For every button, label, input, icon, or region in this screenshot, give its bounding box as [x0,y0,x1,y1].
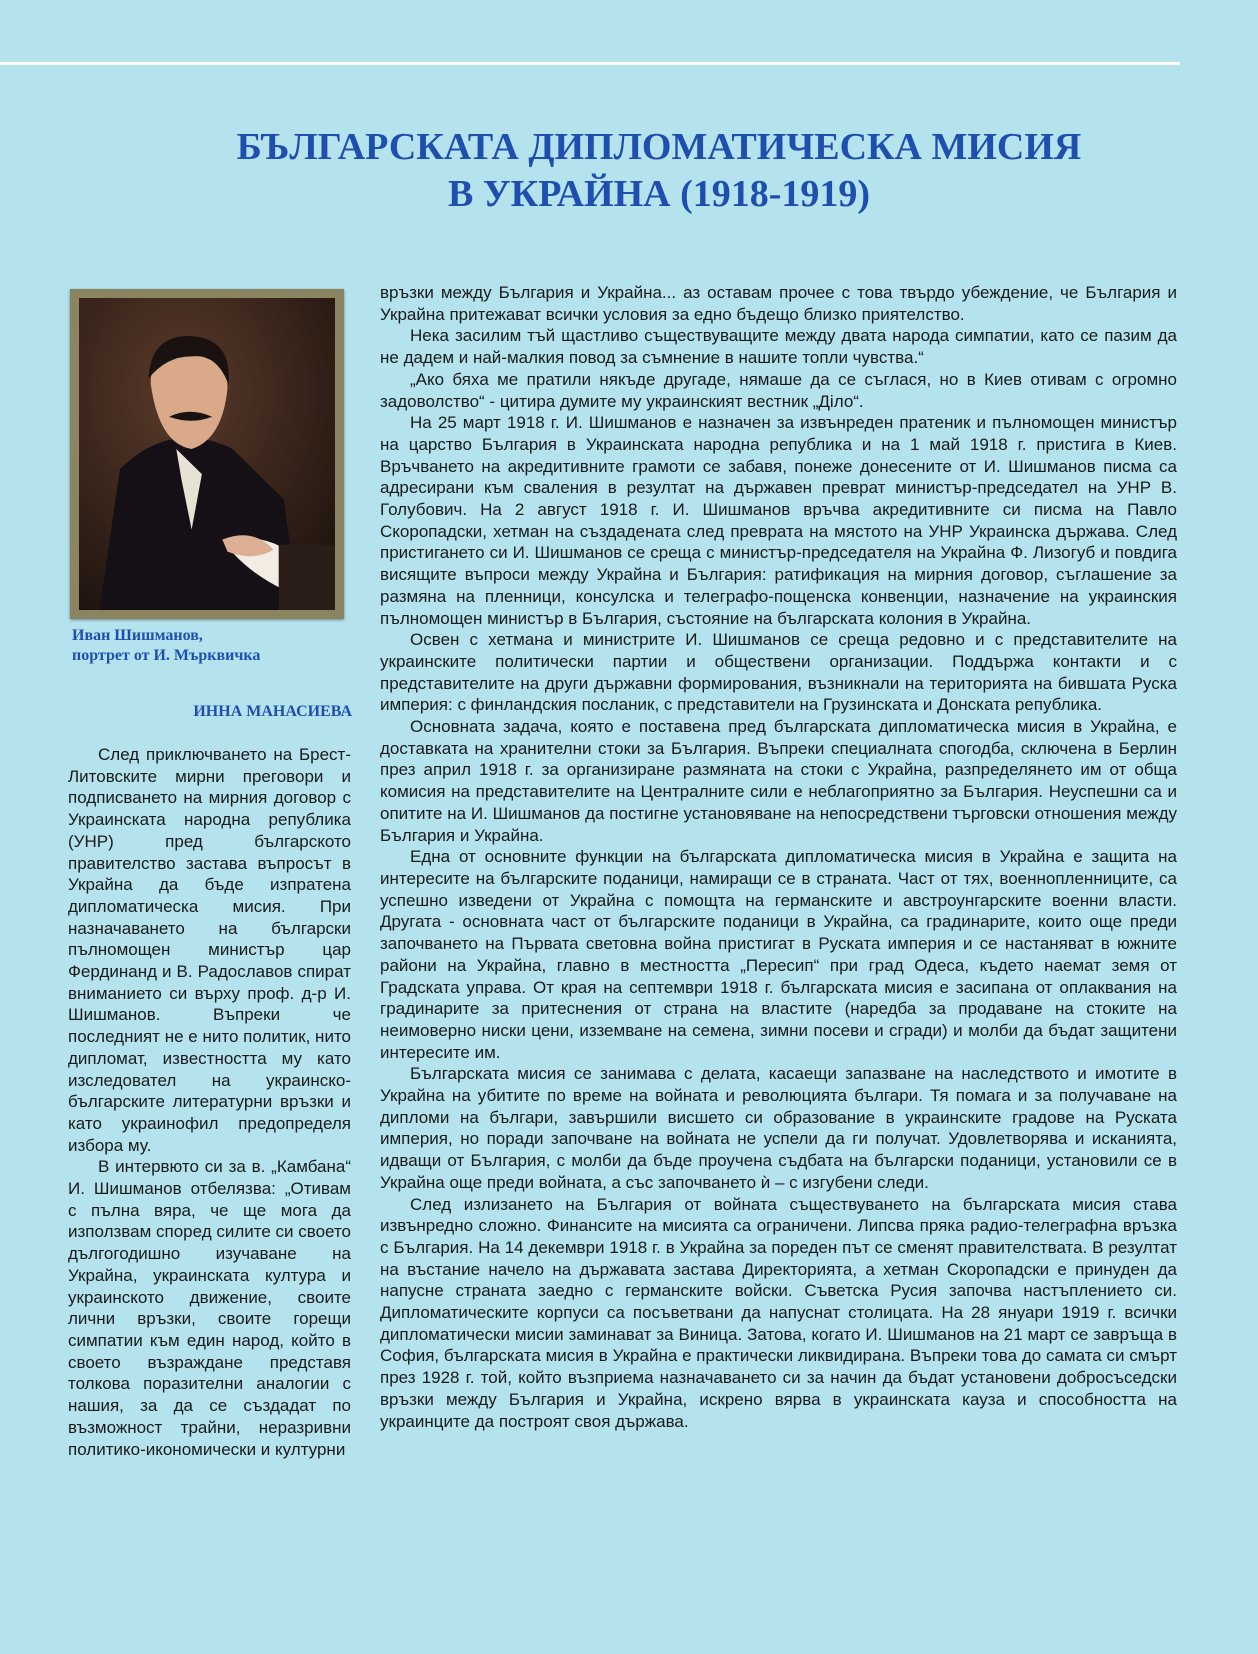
top-rule [0,62,1180,65]
paragraph: „Ако бяха ме пратили някъде другаде, нямаше да се съглася, но в Киев отивам с огромно задоволство“ - цитира думите му украинският вестник „Діло“. [380,369,1177,411]
caption-line-2: портрет от И. Мърквичка [72,647,261,664]
caption-line-1: Иван Шишманов, [72,627,203,644]
paragraph: Българската мисия се занимава с делата, касаещи запазване на наследството и имотите в Украйна на убитите по време на войната и революцията българи. Тя помага и за получаване на дипломи на българи, завършили висшето си образование в украинските градове на Руската империя, но поради започване на войната не успели да ги получат. Удовлетворява и исканията, идващи от България, с молби да бъде проучена съдбата на български поданици, установили се в Украйна още преди войната, а със започването ѝ – с изгубени следи. [380,1064,1177,1192]
portrait-painting [79,298,335,610]
paragraph: Освен с хетмана и министрите И. Шишманов се среща редовно и с представителите на украинските политически партии и обществени организации. Поддържа контакти и с представителите на други държавни формирования, възникнали на територията на бившата Руска империя: с финландския посланик, с представители на Грузинската и Донската република. [380,630,1177,715]
title-line-2: В УКРАЙНА (1918-1919) [447,173,871,215]
paragraph: Нека засилим тъй щастливо съществуващите между двата народа симпатии, като се пазим да не дадем и най-малкия повод за съмнение в нашите топли чувства.“ [380,326,1177,368]
portrait-image [70,289,344,619]
paragraph: Основната задача, която е поставена пред българската дипломатическа мисия в Украйна, е доставката на хранителни стоки за България. Въпреки специалната спогодба, сключена в Берлин през април 1918 г. за организиране размяната на стоки с Украйна, разпределянето им от обща комисия на представителите на Централните сили е неблагоприятно за България. Неуспешни са и опитите на И. Шишманов да постигне установяване на непосредствени търговски отношения между България и Украйна. [380,717,1177,845]
paragraph: На 25 март 1918 г. И. Шишманов е назначен за извънреден пратеник и пълномощен министър на царство България в Украинската народна република и на 1 май 1918 г. пристига в Киев. Връчването на акредитивните грамоти се забавя, понеже донесените от И. Шишманов писма са адресирани към сваления в резултат на държавен преврат министър-председател на УНР В. Голубович. На 2 август 1918 г. И. Шишманов връчва акредитивните си писма на Павло Скоропадски, хетман на създадената след преврата на мястото на УНР Украинска държава. След пристигането си И. Шишманов се среща с министър-председателя на Украйна Ф. Лизогуб и повдига висящите въпроси между Украйна и България: ратификация на мирния договор, съглашение за размяна на пленници, консулска и телеграфо-пощенска конвенции, назначение на украинския пълномощен министър в България, състояние на българската колония в Украйна. [380,413,1177,628]
portrait-caption [72,626,352,666]
paragraph: След излизането на България от войната съществуването на българската мисия става извънредно сложно. Финансите на мисията са ограничени. Липсва пряка радио-телеграфна връзка с България. На 14 декември 1918 г. в Украйна за пореден път се сменят правителствата. В резултат на въстание начело на държавата застава Директорията, а хетман Скоропадски е принуден да напусне страната заедно с германските войски. Съветска Русия започва настъплението си. Дипломатическите корпуси са посъветвани да напуснат столицата. На 28 януари 1919 г. всички дипломатически мисии заминават за Виница. Затова, когато И. Шишманов на 21 март се завръща в София, българската мисия в Украйна е практически ликвидирана. Въпреки това до самата си смърт през 1928 г. той, който възприема назначаването си за начин да бъдат установени добросъседски връзки между България и Украйна, искрено вярва в украинската кауза и способността на украинците да построят своя държава. [380,1194,1177,1431]
paragraph: В интервюто си за в. „Камбана“ И. Шишманов отбелязва: „Отивам с пълна вяра, че ще мога да използвам според силите си своето дългогодишно изучаване на Украйна, украинската култура и украинското движение, своите лични връзки, своите горещи симпатии към един народ, който в своето възраждане представя толкова поразителни аналогии с нашия, за да се създадат по възможност трайни, неразривни политико-икономически и културни [68,1157,351,1459]
author-name: ИННА МАНАСИЕВА [193,703,352,720]
paragraph: Една от основните функции на българската дипломатическа мисия в Украйна е защита на интересите на българските поданици, намиращи се в страната. Част от тях, военнопленниците, са успешно изведени от Украйна с помощта на германските и австроунгарските военни власти. Другата - основната част от българските поданици в Украйна, са градинарите, които още преди започването на Първата световна война пристигат в Руската империя и се настаняват в южните райони на Украйна, главно в местността „Пересип“ при град Одеса, където наемат земя от Градската управа. От края на септември 1918 г. българската мисия е засипана от оплаквания на градинарите за притеснения от страна на властите (наредба за продаване на стоките на неимоверно ниски цени, изземване на семена, зимни посеви и сгради) и молби да бъдат защитени интересите им. [380,847,1177,1062]
page-title [0,124,1258,218]
paragraph: След приключването на Брест-Литовските мирни преговори и подписването на мирния договор с Украинската народна република (УНР) пред българското правителство застава въпросът в Украйна да бъде изпратена дипломатическа мисия. При назначаването на български пълномощен министър цар Фердинанд и В. Радославов спират вниманието си върху проф. д-р И. Шишманов. Въпреки че последният не е нито политик, нито дипломат, известността му като изследовател на украинско-българските литературни връзки и като украинофил предопределя избора му. [68,745,351,1155]
left-column [68,744,351,1460]
paragraph: връзки между България и Украйна... аз оставам прочее с това твърдо убеждение, че България и Украйна притежават всички условия за едно бъдещо близко приятелство. [380,283,1177,324]
title-line-1: БЪЛГАРСКАТА ДИПЛОМАТИЧЕСКА МИСИЯ [236,126,1082,168]
right-column [380,282,1177,1432]
